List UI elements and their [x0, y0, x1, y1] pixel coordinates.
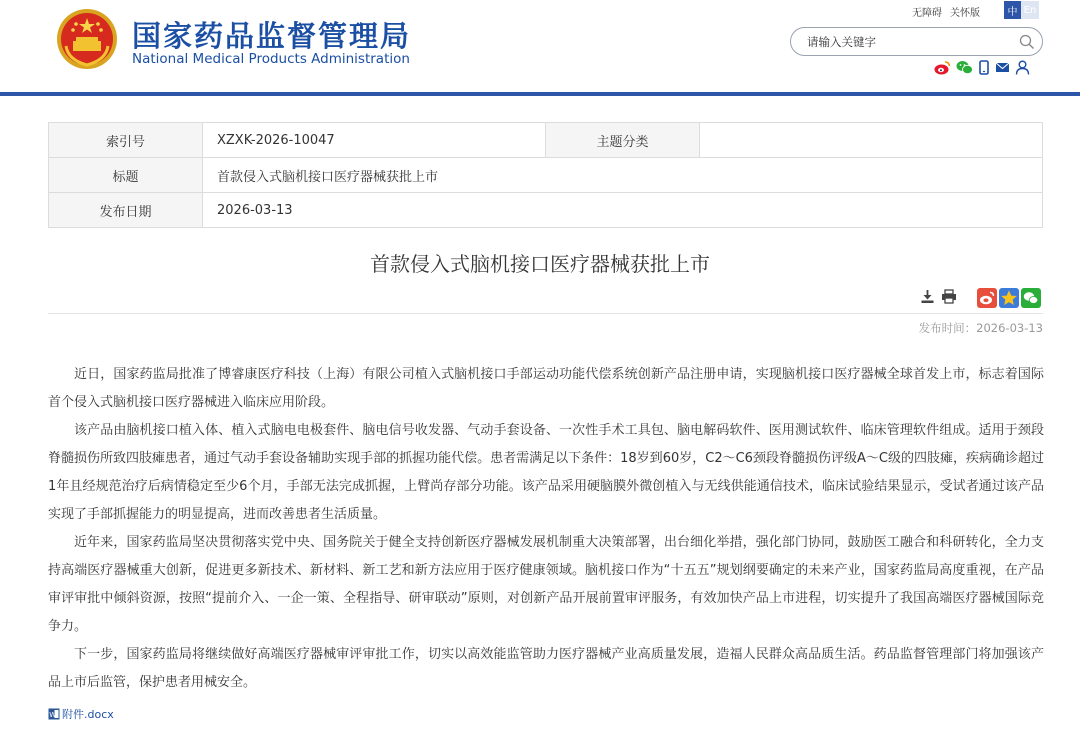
category-value	[700, 123, 1043, 158]
index-value: XZXK-2026-10047	[203, 123, 546, 158]
print-icon[interactable]	[941, 289, 957, 304]
publish-date	[919, 320, 1043, 336]
qzone-share-icon[interactable]	[999, 288, 1019, 308]
index-label: 索引号	[49, 123, 203, 158]
divider	[48, 313, 1043, 314]
accessibility-link[interactable]: 无障碍	[912, 7, 942, 19]
lang-en-button[interactable]: En	[1021, 1, 1039, 19]
lang-zh-button[interactable]: 中	[1004, 1, 1021, 19]
table-row	[49, 123, 1043, 158]
category-label: 主题分类	[546, 123, 700, 158]
download-icon[interactable]	[920, 289, 935, 304]
article-tools	[920, 289, 957, 304]
date-value: 2026-03-13	[203, 193, 1043, 228]
weibo-share-icon[interactable]	[977, 288, 997, 308]
user-icon[interactable]	[1015, 60, 1030, 75]
top-links	[912, 2, 988, 20]
care-mode-link[interactable]: 关怀版	[950, 7, 980, 19]
mobile-icon[interactable]	[978, 60, 990, 75]
article-content	[48, 361, 1044, 697]
attachment-name[interactable]: 附件.docx	[62, 708, 114, 721]
search-box	[790, 27, 1043, 56]
title-value: 首款侵入式脑机接口医疗器械获批上市	[203, 158, 1043, 193]
publish-label: 发布时间：	[918, 321, 977, 335]
svg-text:W: W	[49, 711, 57, 719]
national-emblem-icon[interactable]	[56, 8, 118, 70]
site-subtitle: National Medical Products Administration	[132, 51, 410, 67]
meta-table	[48, 122, 1043, 228]
header-bar	[0, 92, 1080, 96]
attachment-link[interactable]	[48, 706, 114, 722]
wechat-share-icon[interactable]	[1021, 288, 1041, 308]
social-icons	[934, 60, 1030, 75]
publish-date-value: 2026-03-13	[976, 321, 1043, 335]
site-title[interactable]: 国家药品监督管理局	[132, 19, 412, 53]
wechat-icon[interactable]	[956, 60, 973, 75]
word-file-icon	[48, 708, 60, 720]
weibo-icon[interactable]	[934, 60, 951, 75]
paragraph: 近日，国家药监局批准了博睿康医疗科技（上海）有限公司植入式脑机接口手部运动功能代偿系统创新产品注册申请，实现脑机接口医疗器械全球首发上市，标志着国际首个侵入式脑机接口医疗器械进入临床应用阶段。	[48, 367, 1044, 410]
search-input[interactable]	[807, 32, 1007, 52]
site-header	[0, 0, 1080, 96]
search-icon[interactable]	[1019, 34, 1035, 50]
paragraph: 该产品由脑机接口植入体、植入式脑电电极套件、脑电信号收发器、气动手套设备、一次性手术工具包、脑电解码软件、医用测试软件、临床管理软件组成。适用于颈段脊髓损伤所致四肢瘫患者，通过气动手套设备辅助实现手部的抓握功能代偿。患者需满足以下条件：18岁到60岁，C2～C6颈段脊髓损伤评级A～C级的四肢瘫，疾病确诊超过1年且经规范治疗后病情稳定至少6个月，手部无法完成抓握，上臂尚存部分功能。该产品采用硬脑膜外微创植入与无线供能通信技术，临床试验结果显示，受试者通过该产品实现了手部抓握能力的明显提高，进而改善患者生活质量。	[48, 423, 1044, 522]
table-row	[49, 158, 1043, 193]
table-row	[49, 193, 1043, 228]
date-label: 发布日期	[49, 193, 203, 228]
paragraph: 近年来，国家药监局坚决贯彻落实党中央、国务院关于健全支持创新医疗器械发展机制重大决策部署，出台细化举措，强化部门协同，鼓励医工融合和科研转化，全力支持高端医疗器械重大创新，促进更多新技术、新材料、新工艺和新方法应用于医疗健康领域。脑机接口作为“十五五”规划纲要确定的未来产业，国家药监局高度重视，在产品审评审批中倾斜资源，按照“提前介入、一企一策、全程指导、研审联动”原则，对创新产品开展前置审评服务，有效加快产品上市进程，切实提升了我国高端医疗器械国际竞争力。	[48, 535, 1044, 634]
title-label: 标题	[49, 158, 203, 193]
share-tools	[977, 288, 1041, 308]
article-title: 首款侵入式脑机接口医疗器械获批上市	[370, 252, 710, 276]
paragraph: 下一步，国家药监局将继续做好高端医疗器械审评审批工作，切实以高效能监管助力医疗器械产业高质量发展，造福人民群众高品质生活。药品监督管理部门将加强该产品上市后监管，保护患者用械安全。	[48, 647, 1044, 690]
mail-icon[interactable]	[995, 60, 1010, 75]
